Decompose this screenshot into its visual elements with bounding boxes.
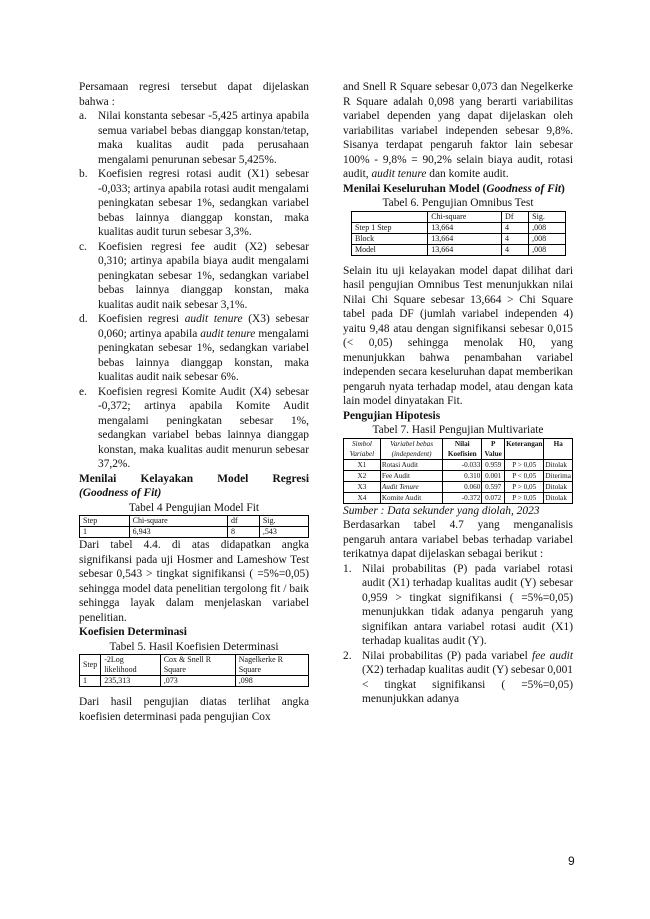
list-item [79,109,309,167]
list-marker: e. [79,385,87,398]
table-cell: 6,943 [129,527,227,538]
table-header [352,211,428,222]
table7-caption: Tabel 7. Hasil Pengujian Multivariate [372,424,544,436]
table-cell: Ditolak [544,481,573,492]
section-heading-determination: Koefisien Determinasi [79,626,187,638]
spacer [79,687,309,695]
table-header: Simbol Variabel [344,438,381,459]
paragraph-text: dan komite audit. [426,168,509,180]
table-cell: 0.001 [482,470,505,481]
list-item-text: Koefisien regresi rotasi audit (X1) sebesar -0,033; artinya apabila rotasi audit mengalami peningkatan sebesar 1%, sedangkan variabel bebas lainnya dianggap konstan, maka kualitas audit turun sebesar 3,3%. [98,168,309,238]
table-row [344,481,573,492]
list-item [79,312,309,385]
table-cell: ,098 [235,676,308,687]
section-heading-fit-italic: (Goodness of Fit) [79,487,162,499]
table-header: Step [80,516,130,527]
table-cell: P > 0,05 [505,481,544,492]
heading-italic: Goodness of Fit [486,182,562,195]
table5-determination [79,654,309,687]
table-cell: 0.060 [443,481,482,492]
list-item [79,240,309,313]
table-cell: ,008 [529,222,566,233]
table-cell: X3 [344,481,381,492]
table-cell: 13,664 [428,233,502,244]
table-cell: Model [352,244,428,255]
section-heading-fit [79,472,309,487]
list-item-italic: audit tenure [184,313,243,325]
list-marker: c. [79,240,87,253]
table-cell: -0.372 [443,492,482,503]
table-header: Step [80,655,101,676]
table-cell: Audit Tenure [380,481,442,492]
table-cell: Step 1 Step [352,222,428,233]
table7-multivariate [343,438,573,504]
list-item [79,385,309,472]
table-cell: Ditolak [544,492,573,503]
table-cell: Rotasi Audit [380,459,442,470]
table-cell: 8 [227,527,259,538]
table-cell: 0.597 [482,481,505,492]
section-heading-hypothesis: Pengujian Hipotesis [343,409,441,422]
list-item-text: (X2) terhadap kualitas audit (Y) sebesar 0,001 < tingkat signifikansi ( =5%=0,05) menunjukkan adanya [362,664,573,705]
list-marker: b. [79,168,88,180]
table-cell: ,543 [259,527,308,538]
table-row [80,527,309,538]
list-item-text: Koefisien regresi fee audit (X2) sebesar 0,310; artinya apabila biaya audit mengalami peningkatan sebesar 1%, sedangkan variabel bebas lainnya dianggap konstan, maka kualitas audit naik sebesar 3,1%. [98,240,309,311]
table-header: P Value [482,438,505,459]
table-row [344,459,573,470]
table-cell: 0.310 [443,470,482,481]
table-cell: ,073 [160,676,235,687]
heading-text: Menilai Kelayakan Model Regresi [79,472,309,485]
table-row [344,492,573,503]
table4-model-fit [79,515,309,538]
paragraph-text: and Snell R Square sebesar 0,073 dan Negelkerke R Square adalah 0,098 yang berarti variabilitas variabel dependen yang dapat dijelaskan oleh variabilitas variabel independen sebesar 9,8%. Sisanya terdapat pengaruh faktor lain sebesar 100% - 9,8% = 90,2% selain biaya audit, rotasi audit, [343,81,573,180]
paragraph-italic: audit tenure [371,168,427,180]
list-item-text: Nilai probabilitas (P) pada variabel rotasi audit (X1) terhadap kualitas audit (Y) sebesar 0,959 > tingkat signifikansi ( =5%=0,05) menunjukkan tidak adanya pengaruh yang signifikan antara variabel rotasi audit (X1) terhadap kualitas audit (Y). [362,562,573,647]
table5-caption: Tabel 5. Hasil Koefisien Determinasi [109,640,279,653]
regression-interpretation-list [79,109,309,472]
list-item-italic: fee audit [532,649,573,662]
table-header: Sig. [529,211,566,222]
table-cell: 0.072 [482,492,505,503]
page-number: 9 [568,854,575,868]
table-header: Sig. [259,516,308,527]
table-cell: 1 [80,676,101,687]
table4-caption: Tabel 4 Pengujian Model Fit [128,501,260,514]
right-column [343,80,573,707]
section-heading-overall [343,182,573,197]
table-cell: P > 0,05 [505,459,544,470]
table-header: df [227,516,259,527]
table-header: -2Log likelihood [101,655,160,676]
list-marker: d. [79,313,88,325]
heading-text: ) [561,182,565,195]
table-cell: X1 [344,459,381,470]
table-cell: 235,313 [101,676,160,687]
fit-paragraph: Dari tabel 4.4. di atas didapatkan angka signifikansi pada uji Hosmer and Lameshow Test sebesar 0,543 > tingkat signifikansi ( =5%=0,05) sehingga model data penelitian tergolong fit / baik sehingga layak dalam menjelaskan variabel penelitian. [79,539,309,624]
table-row [352,222,566,233]
table-cell: P < 0,05 [505,470,544,481]
table-cell: Block [352,233,428,244]
table-header: Cox & Snell R Square [160,655,235,676]
table-source: Sumber : Data sekunder yang diolah, 2023 [343,504,540,517]
left-column [79,80,309,724]
analysis-paragraph: Berdasarkan tabel 4.7 yang menganalisis pengaruh antara variabel bebas terhadap variabel terikatnya dapat dijelaskan sebagai berikut : [343,519,573,560]
list-item-text: Koefisien regresi Komite Audit (X4) sebesar -0,372; artinya apabila Komite Audit mengalami peningkatan sebesar 1%, sedangkan variabel bebas lainnya dianggap konstan, maka kualitas audit menurun sebesar 37,2%. [98,385,309,470]
list-item-text: Koefisien regresi [98,313,185,325]
table-cell: Ditolak [544,459,573,470]
omnibus-paragraph: Selain itu uji kelayakan model dapat dilihat dari hasil pengujian Omnibus Test menunjukkan nilai Nilai Chi Square sebesar 13,664 > Chi Square tabel pada DF (jumlah variabel independen 4) yaitu 9,48 atau dengan signifikansi sebesar 0,015 (< 0,05) sehingga menolak H0, yang menunjukkan bahwa penambahan variabel independen secara keseluruhan dapat memberikan pengaruh nyata terhadap model, atau dengan kata lain model dinyatakan Fit. [343,264,573,407]
table-row [80,676,309,687]
table-cell: 1 [80,527,130,538]
table-cell: Diterima [545,471,571,480]
table-header: Df [502,211,529,222]
table-cell: 13,664 [428,222,502,233]
list-item [79,167,309,240]
table-header: Variabel bebas (independent) [380,438,442,459]
table-header: Chi-square [428,211,502,222]
list-item [343,562,573,649]
spacer [343,256,573,264]
list-marker: 2. [343,649,352,662]
table6-omnibus [351,211,566,256]
table-header: Ha [544,438,573,459]
table-cell: Fee Audit [380,470,442,481]
table-cell: 4 [502,222,529,233]
table6-caption: Tabel 6. Pengujian Omnibus Test [382,197,534,209]
table-row [352,244,566,255]
table-row [344,470,573,481]
table-header: Nagelkerke R Square [235,655,308,676]
table-cell: 0.959 [482,459,505,470]
continued-paragraph [343,80,573,182]
list-marker: a. [79,110,87,122]
list-marker: 1. [343,562,352,575]
list-item-text: (X3) sebesar 0,060; artinya apabila [98,313,309,340]
list-item-text: Nilai probabilitas (P) pada variabel [362,649,533,662]
table-header: Chi-square [129,516,227,527]
table-row [352,233,566,244]
list-item-italic: audit tenure [200,327,256,340]
table-cell: P > 0,05 [505,492,544,503]
determination-paragraph: Dari hasil pengujian diatas terlihat angka koefisien determinasi pada pengujian Cox [79,696,309,723]
list-item-text: Nilai konstanta sebesar -5,425 artinya apabila semua variabel bebas dianggap konstan/tetap, maka kualitas audit pada perusahaan mengalami penurunan sebesar 5,425%. [98,110,309,166]
list-item-text: mengalami peningkatan sebesar 1%, sedangkan variabel bebas lainnya dianggap konstan, maka kualitas audit naik sebesar 6%. [98,327,309,383]
hypothesis-list [343,562,573,707]
table-cell: -0.033 [443,459,482,470]
table-cell: ,008 [529,233,566,244]
table-cell: X4 [344,492,381,503]
table-cell: 13,664 [428,244,502,255]
table-header: Keterangan [505,438,544,459]
table-header: Nilai Koefisien [443,438,482,459]
list-item [343,649,573,707]
table-cell: Komite Audit [380,492,442,503]
table-cell: X2 [344,470,381,481]
table-cell: 4 [502,244,529,255]
heading-text: Menilai Keseluruhan Model ( [343,182,487,195]
table-cell: 4 [502,233,529,244]
table-cell: ,008 [529,244,566,255]
intro-text: Persamaan regresi tersebut dapat dijelaskan bahwa : [79,81,309,108]
